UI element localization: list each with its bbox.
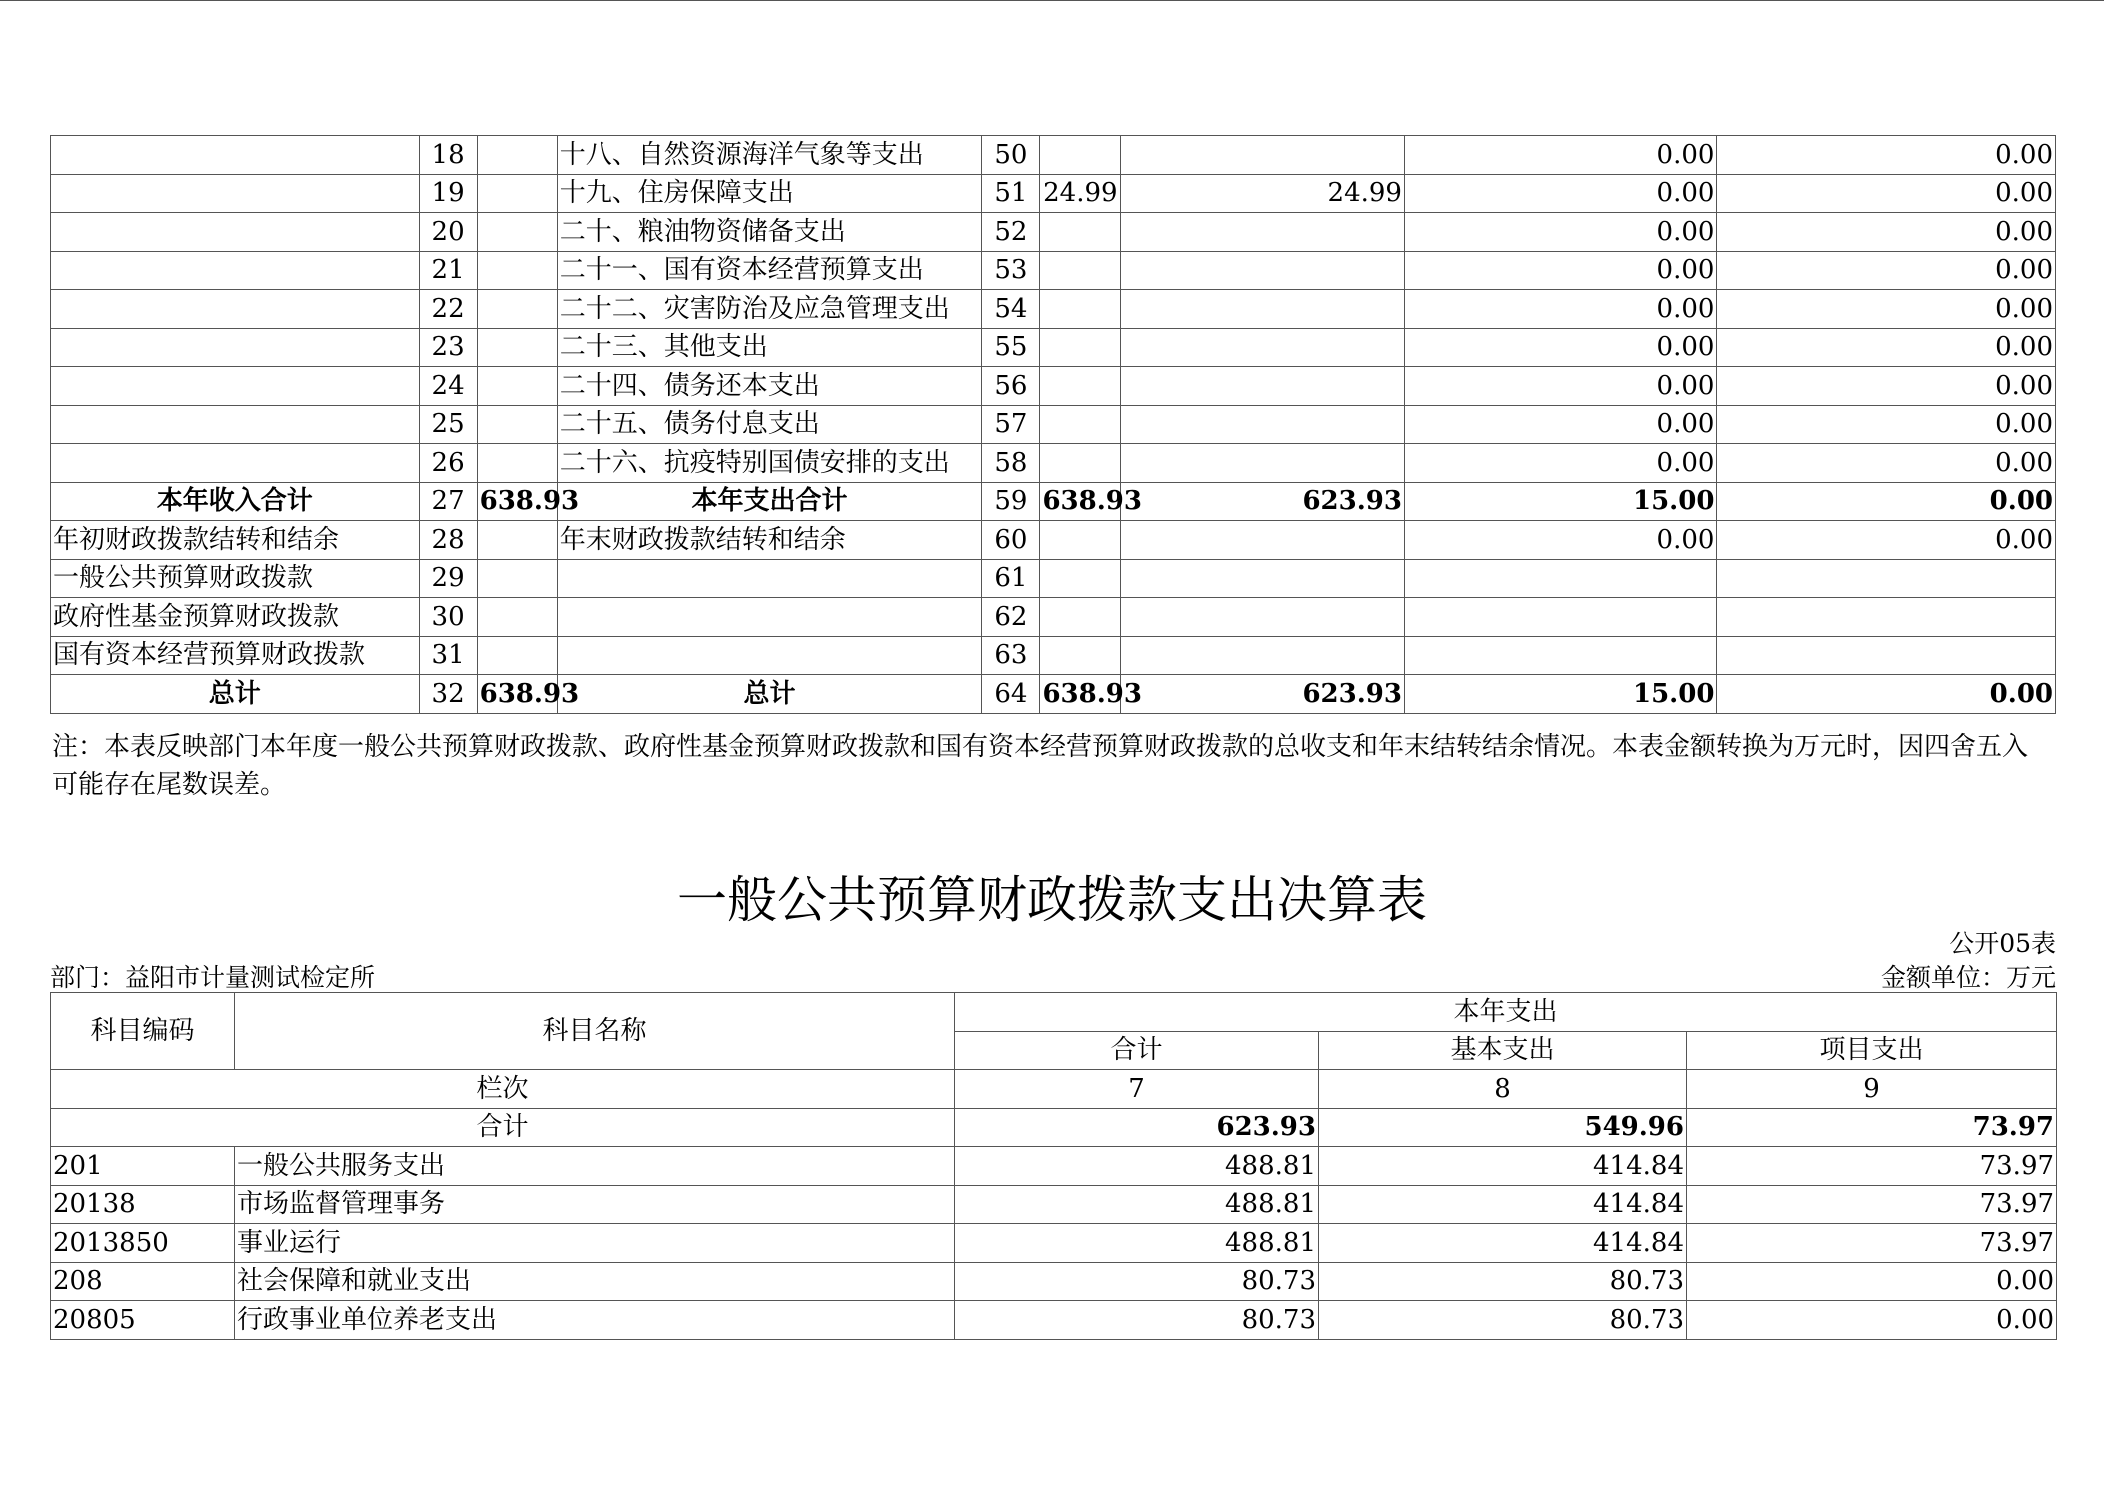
- income-item: 国有资本经营预算财政拨款: [51, 636, 420, 675]
- expense-total: [1040, 251, 1120, 290]
- state-capital-amount: 0.00: [1717, 444, 2056, 483]
- table-row: [51, 290, 2056, 329]
- gov-fund-amount: [1404, 598, 1716, 637]
- header-current-year: 本年支出: [955, 993, 2057, 1032]
- gov-fund-amount: 0.00: [1404, 136, 1716, 175]
- gov-fund-amount: 0.00: [1404, 213, 1716, 252]
- expense-total: 638.93: [1040, 675, 1120, 714]
- header-code: 科目编码: [51, 993, 235, 1070]
- table-row: [51, 444, 2056, 483]
- expense-total: [1040, 444, 1120, 483]
- state-capital-amount: 0.00: [1717, 405, 2056, 444]
- income-amount: 638.93: [477, 482, 557, 521]
- subject-code: 208: [51, 1262, 235, 1301]
- income-amount: [477, 405, 557, 444]
- general-budget-amount: [1120, 213, 1404, 252]
- state-capital-amount: [1717, 559, 2056, 598]
- expense-total: [1040, 559, 1120, 598]
- department-label: 部门：益阳市计量测试检定所: [50, 963, 376, 992]
- table-row: [51, 1224, 2057, 1263]
- expense-item: 二十一、国有资本经营预算支出: [557, 251, 982, 290]
- header-total: 合计: [955, 1031, 1319, 1070]
- income-amount: [477, 174, 557, 213]
- general-budget-amount: [1120, 521, 1404, 560]
- income-amount: [477, 213, 557, 252]
- gov-fund-amount: 0.00: [1404, 367, 1716, 406]
- income-amount: [477, 444, 557, 483]
- general-budget-amount: [1120, 251, 1404, 290]
- income-amount: [477, 251, 557, 290]
- row-project: 0.00: [1687, 1301, 2057, 1340]
- row-total: 80.73: [955, 1301, 1319, 1340]
- table-row: [51, 636, 2056, 675]
- expense-total: 24.99: [1040, 174, 1120, 213]
- column-number-row: [51, 1070, 2057, 1109]
- row-project: 73.97: [1687, 1147, 2057, 1186]
- income-line-no: 21: [419, 251, 477, 290]
- income-line-no: 28: [419, 521, 477, 560]
- expense-item: 二十四、债务还本支出: [557, 367, 982, 406]
- income-line-no: 26: [419, 444, 477, 483]
- page-top-border: [0, 0, 2104, 1]
- income-line-no: 18: [419, 136, 477, 175]
- row-total: 488.81: [955, 1224, 1319, 1263]
- expense-total: [1040, 598, 1120, 637]
- general-budget-amount: [1120, 328, 1404, 367]
- state-capital-amount: [1717, 598, 2056, 637]
- table-row: [51, 1262, 2057, 1301]
- table-row: [51, 367, 2056, 406]
- general-budget-amount: 623.93: [1120, 675, 1404, 714]
- state-capital-amount: 0.00: [1717, 136, 2056, 175]
- expense-line-no: 50: [982, 136, 1040, 175]
- sum-basic: 549.96: [1319, 1108, 1687, 1147]
- subject-code: 20805: [51, 1301, 235, 1340]
- expense-total: [1040, 136, 1120, 175]
- income-amount: [477, 598, 557, 637]
- table-row: [51, 136, 2056, 175]
- header-basic: 基本支出: [1319, 1031, 1687, 1070]
- gov-fund-amount: 0.00: [1404, 521, 1716, 560]
- gov-fund-amount: 0.00: [1404, 444, 1716, 483]
- expense-line-no: 53: [982, 251, 1040, 290]
- income-line-no: 24: [419, 367, 477, 406]
- gov-fund-amount: [1404, 636, 1716, 675]
- expense-item: [557, 598, 982, 637]
- state-capital-amount: [1717, 636, 2056, 675]
- table-row: [51, 328, 2056, 367]
- state-capital-amount: 0.00: [1717, 290, 2056, 329]
- income-line-no: 22: [419, 290, 477, 329]
- gov-fund-amount: [1404, 559, 1716, 598]
- general-budget-amount: [1120, 136, 1404, 175]
- row-basic: 414.84: [1319, 1147, 1687, 1186]
- state-capital-amount: 0.00: [1717, 251, 2056, 290]
- expense-total: [1040, 367, 1120, 406]
- gov-fund-amount: 0.00: [1404, 328, 1716, 367]
- general-budget-amount: [1120, 598, 1404, 637]
- expense-item: 二十、粮油物资储备支出: [557, 213, 982, 252]
- expense-total: 638.93: [1040, 482, 1120, 521]
- income-line-no: 29: [419, 559, 477, 598]
- general-budget-amount: [1120, 636, 1404, 675]
- expense-item: 十八、自然资源海洋气象等支出: [557, 136, 982, 175]
- table-row: [51, 251, 2056, 290]
- form-number: 公开05表: [1949, 929, 2056, 958]
- table-row: [51, 598, 2056, 637]
- state-capital-amount: 0.00: [1717, 521, 2056, 560]
- income-amount: [477, 636, 557, 675]
- expense-line-no: 58: [982, 444, 1040, 483]
- general-budget-amount: [1120, 444, 1404, 483]
- header-name: 科目名称: [235, 993, 955, 1070]
- income-line-no: 25: [419, 405, 477, 444]
- income-line-no: 27: [419, 482, 477, 521]
- general-budget-amount: [1120, 559, 1404, 598]
- row-project: 73.97: [1687, 1185, 2057, 1224]
- report-title: 一般公共预算财政拨款支出决算表: [677, 871, 1427, 929]
- expense-line-no: 59: [982, 482, 1040, 521]
- column-number-project: 9: [1687, 1070, 2057, 1109]
- income-item: [51, 251, 420, 290]
- subject-name: 行政事业单位养老支出: [235, 1301, 955, 1340]
- expense-total: [1040, 521, 1120, 560]
- expense-total: [1040, 213, 1120, 252]
- expense-line-no: 62: [982, 598, 1040, 637]
- income-item: 一般公共预算财政拨款: [51, 559, 420, 598]
- general-budget-amount: [1120, 367, 1404, 406]
- income-item: 总计: [51, 675, 420, 714]
- state-capital-amount: 0.00: [1717, 367, 2056, 406]
- income-line-no: 30: [419, 598, 477, 637]
- sum-label: 合计: [51, 1108, 955, 1147]
- table-row: [51, 405, 2056, 444]
- income-item: [51, 174, 420, 213]
- general-budget-amount: 623.93: [1120, 482, 1404, 521]
- expense-item: [557, 559, 982, 598]
- expense-line-no: 63: [982, 636, 1040, 675]
- income-line-no: 19: [419, 174, 477, 213]
- income-item: 本年收入合计: [51, 482, 420, 521]
- expense-line-no: 54: [982, 290, 1040, 329]
- income-line-no: 32: [419, 675, 477, 714]
- subject-code: 20138: [51, 1185, 235, 1224]
- subject-code: 201: [51, 1147, 235, 1186]
- expense-line-no: 52: [982, 213, 1040, 252]
- income-amount: [477, 367, 557, 406]
- expenditure-table: [50, 992, 2057, 1340]
- expense-total: [1040, 405, 1120, 444]
- income-line-no: 23: [419, 328, 477, 367]
- row-project: 0.00: [1687, 1262, 2057, 1301]
- subject-code: 2013850: [51, 1224, 235, 1263]
- subject-name: 一般公共服务支出: [235, 1147, 955, 1186]
- table-row: [51, 521, 2056, 560]
- general-budget-amount: [1120, 290, 1404, 329]
- table-row: [51, 482, 2056, 521]
- table-note: 注：本表反映部门本年度一般公共预算财政拨款、政府性基金预算财政拨款和国有资本经营预算财政拨款的总收支和年末结转结余情况。本表金额转换为万元时，因四舍五入可能存在尾数误差。: [52, 732, 2029, 800]
- income-line-no: 20: [419, 213, 477, 252]
- table-row: [51, 559, 2056, 598]
- general-budget-amount: [1120, 405, 1404, 444]
- income-item: [51, 328, 420, 367]
- subject-name: 事业运行: [235, 1224, 955, 1263]
- expense-item: 总计: [557, 675, 982, 714]
- header-project: 项目支出: [1687, 1031, 2057, 1070]
- subject-name: 市场监督管理事务: [235, 1185, 955, 1224]
- income-item: [51, 213, 420, 252]
- income-amount: [477, 136, 557, 175]
- income-amount: [477, 559, 557, 598]
- income-amount: 638.93: [477, 675, 557, 714]
- state-capital-amount: 0.00: [1717, 174, 2056, 213]
- income-line-no: 31: [419, 636, 477, 675]
- table-row: [51, 174, 2056, 213]
- state-capital-amount: 0.00: [1717, 482, 2056, 521]
- expense-item: 二十二、灾害防治及应急管理支出: [557, 290, 982, 329]
- income-amount: [477, 521, 557, 560]
- state-capital-amount: 0.00: [1717, 213, 2056, 252]
- gov-fund-amount: 15.00: [1404, 482, 1716, 521]
- expense-item: [557, 636, 982, 675]
- expense-item: 年末财政拨款结转和结余: [557, 521, 982, 560]
- row-total: 80.73: [955, 1262, 1319, 1301]
- expense-item: 十九、住房保障支出: [557, 174, 982, 213]
- table-row: [51, 675, 2056, 714]
- income-item: 政府性基金预算财政拨款: [51, 598, 420, 637]
- state-capital-amount: 0.00: [1717, 328, 2056, 367]
- income-item: 年初财政拨款结转和结余: [51, 521, 420, 560]
- table-row: [51, 213, 2056, 252]
- row-basic: 80.73: [1319, 1301, 1687, 1340]
- income-amount: [477, 290, 557, 329]
- general-budget-amount: 24.99: [1120, 174, 1404, 213]
- expense-item: 二十五、债务付息支出: [557, 405, 982, 444]
- table-row: [51, 1147, 2057, 1186]
- income-item: [51, 367, 420, 406]
- header-row-1: [51, 993, 2057, 1032]
- income-item: [51, 136, 420, 175]
- expense-line-no: 56: [982, 367, 1040, 406]
- sum-project: 73.97: [1687, 1108, 2057, 1147]
- row-basic: 80.73: [1319, 1262, 1687, 1301]
- sum-row: [51, 1108, 2057, 1147]
- expense-total: [1040, 328, 1120, 367]
- revenue-expenditure-table: [50, 135, 2056, 714]
- sum-total: 623.93: [955, 1108, 1319, 1147]
- row-basic: 414.84: [1319, 1224, 1687, 1263]
- expense-line-no: 61: [982, 559, 1040, 598]
- gov-fund-amount: 0.00: [1404, 405, 1716, 444]
- row-project: 73.97: [1687, 1224, 2057, 1263]
- column-number-total: 7: [955, 1070, 1319, 1109]
- gov-fund-amount: 0.00: [1404, 174, 1716, 213]
- expense-total: [1040, 290, 1120, 329]
- gov-fund-amount: 0.00: [1404, 251, 1716, 290]
- column-number-basic: 8: [1319, 1070, 1687, 1109]
- expense-item: 二十三、其他支出: [557, 328, 982, 367]
- expense-line-no: 55: [982, 328, 1040, 367]
- row-basic: 414.84: [1319, 1185, 1687, 1224]
- table-row: [51, 1185, 2057, 1224]
- expense-line-no: 57: [982, 405, 1040, 444]
- gov-fund-amount: 0.00: [1404, 290, 1716, 329]
- row-total: 488.81: [955, 1147, 1319, 1186]
- gov-fund-amount: 15.00: [1404, 675, 1716, 714]
- income-item: [51, 290, 420, 329]
- expense-line-no: 60: [982, 521, 1040, 560]
- expense-item: 本年支出合计: [557, 482, 982, 521]
- amount-unit-label: 金额单位：万元: [1880, 963, 2056, 992]
- state-capital-amount: 0.00: [1717, 675, 2056, 714]
- column-number-label: 栏次: [51, 1070, 955, 1109]
- income-item: [51, 444, 420, 483]
- expense-item: 二十六、抗疫特别国债安排的支出: [557, 444, 982, 483]
- subject-name: 社会保障和就业支出: [235, 1262, 955, 1301]
- expense-total: [1040, 636, 1120, 675]
- income-amount: [477, 328, 557, 367]
- income-item: [51, 405, 420, 444]
- expense-line-no: 64: [982, 675, 1040, 714]
- table-row: [51, 1301, 2057, 1340]
- row-total: 488.81: [955, 1185, 1319, 1224]
- expense-line-no: 51: [982, 174, 1040, 213]
